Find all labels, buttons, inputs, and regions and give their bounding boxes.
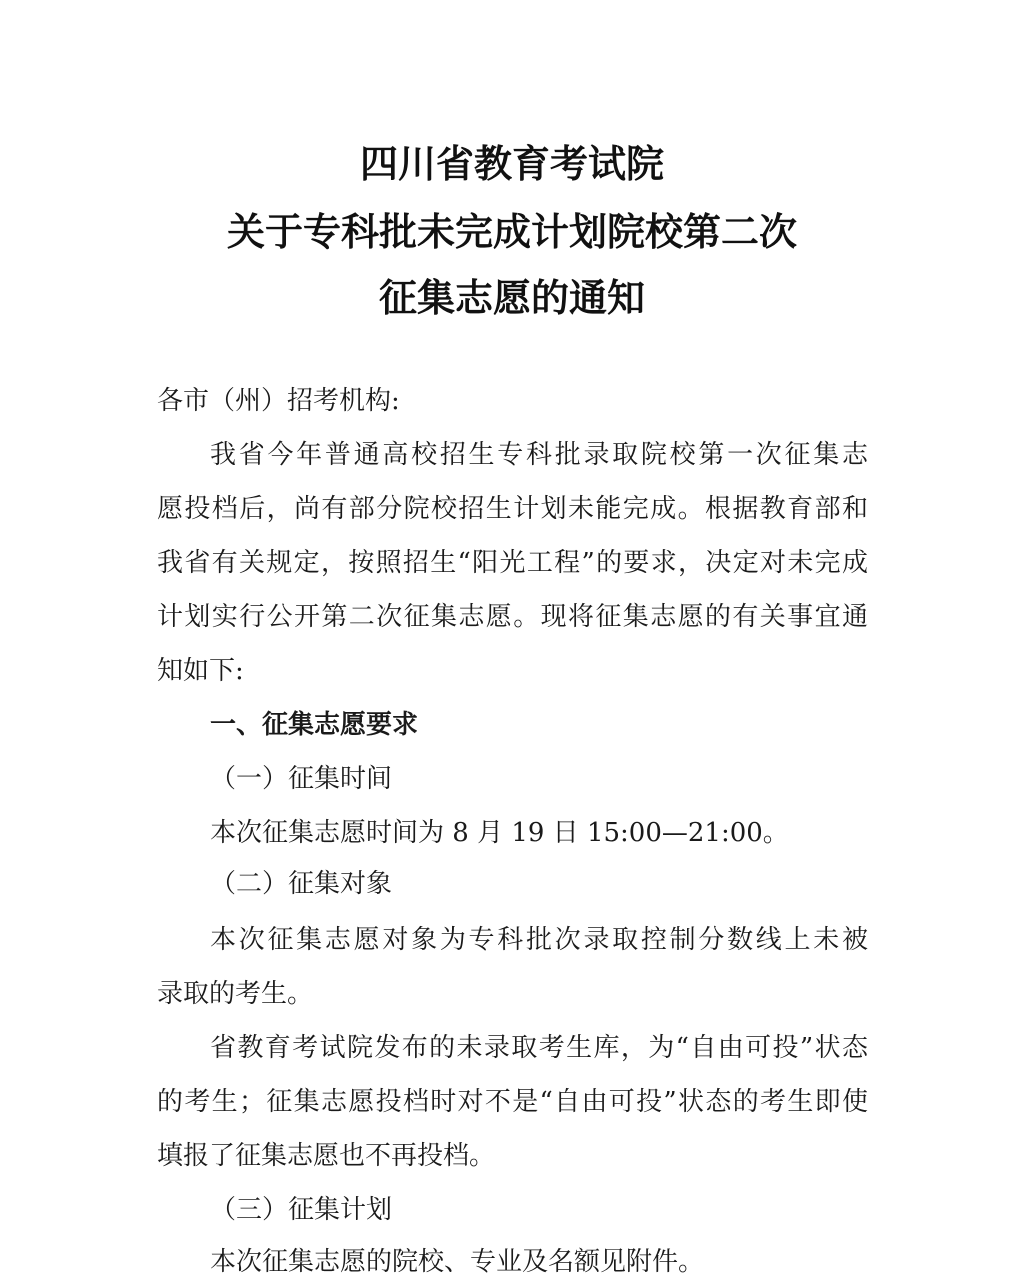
salutation: 各市（州）招考机构: — [157, 386, 400, 416]
subsection-2-para-1-line-1: 本次征集志愿对象为专科批次录取控制分数线上未被 — [210, 925, 868, 955]
section-1-heading: 一、征集志愿要求 — [210, 710, 419, 740]
subsection-2-para-1-line-2: 录取的考生。 — [157, 979, 314, 1009]
document-title-line-1: 四川省教育考试院 — [359, 141, 664, 186]
intro-line-4: 计划实行公开第二次征集志愿。现将征集志愿的有关事宜通 — [157, 602, 868, 632]
document-title-line-3: 征集志愿的通知 — [378, 275, 645, 320]
document-title-line-2: 关于专科批未完成计划院校第二次 — [226, 209, 797, 254]
subsection-2-heading: （二）征集对象 — [210, 869, 393, 899]
intro-line-1: 我省今年普通高校招生专科批录取院校第一次征集志 — [210, 440, 868, 470]
intro-line-5: 知如下: — [157, 656, 244, 686]
intro-line-2: 愿投档后，尚有部分院校招生计划未能完成。根据教育部和 — [157, 494, 868, 524]
subsection-3-text: 本次征集志愿的院校、专业及名额见附件。 — [210, 1247, 705, 1277]
intro-line-3: 我省有关规定，按照招生“阳光工程”的要求，决定对未完成 — [157, 548, 868, 578]
subsection-1-text: 本次征集志愿时间为 8 月 19 日 15:00—21:00。 — [210, 818, 789, 848]
subsection-2-para-2-line-1: 省教育考试院发布的未录取考生库，为“自由可投”状态 — [210, 1033, 868, 1063]
subsection-1-heading: （一）征集时间 — [210, 764, 393, 794]
subsection-2-para-2-line-2: 的考生；征集志愿投档时对不是“自由可投”状态的考生即使 — [157, 1087, 868, 1117]
subsection-2-para-2-line-3: 填报了征集志愿也不再投档。 — [157, 1141, 496, 1171]
subsection-3-heading: （三）征集计划 — [210, 1195, 393, 1225]
